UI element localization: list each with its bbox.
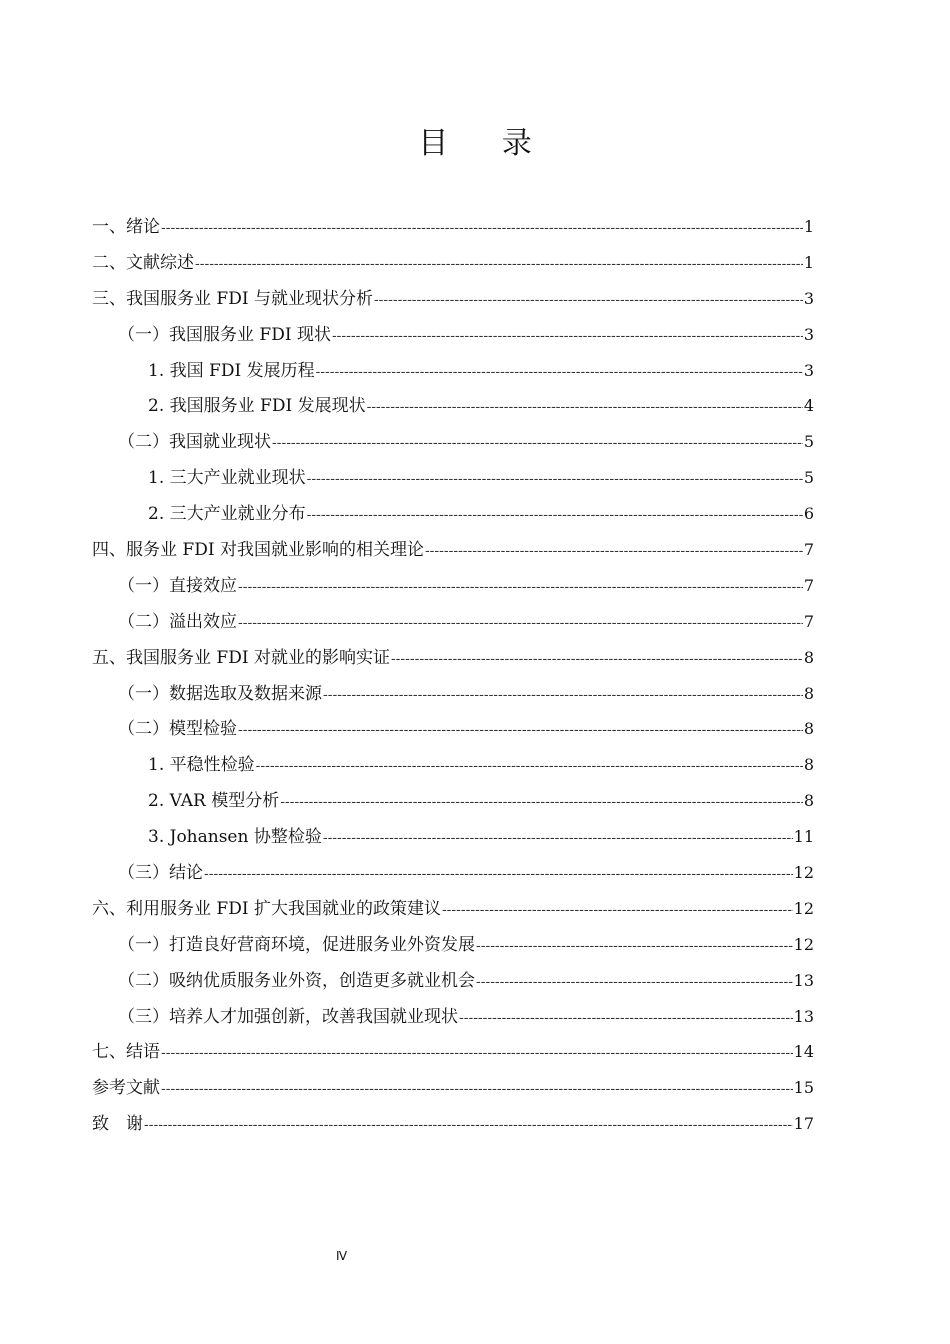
toc-entry[interactable] [92, 1037, 814, 1073]
toc-entry[interactable] [92, 212, 814, 248]
toc-dot-leader [332, 328, 803, 344]
toc-entry[interactable] [92, 966, 814, 1002]
toc-entry-page: 3 [803, 324, 814, 344]
toc-dot-leader [323, 830, 793, 846]
toc-dot-leader [161, 1081, 793, 1097]
page-title: 目 录 [418, 126, 554, 161]
toc-entry-page: 8 [803, 791, 814, 811]
toc-dot-leader [374, 292, 803, 308]
toc-entry[interactable] [92, 356, 814, 392]
toc-entry-page: 5 [803, 468, 814, 488]
toc-entry[interactable] [92, 607, 814, 643]
toc-entry[interactable] [92, 1109, 814, 1145]
toc-entry-page: 8 [803, 647, 814, 667]
toc-entry-page: 15 [793, 1078, 814, 1098]
toc-entry-title: 致 谢 [92, 1114, 143, 1135]
toc-entry-page: 3 [803, 360, 814, 380]
toc-entry-page: 7 [803, 540, 814, 560]
toc-entry-title: （二）我国就业现状 [118, 432, 271, 453]
toc-entry[interactable] [92, 535, 814, 571]
page-number: Ⅳ [336, 1249, 348, 1263]
toc-entry-title: 2. 三大产业就业分布 [148, 504, 306, 525]
toc-entry[interactable] [92, 930, 814, 966]
toc-entry[interactable] [92, 679, 814, 715]
toc-entry-page: 3 [803, 288, 814, 308]
toc-entry-title: （一）我国服务业 FDI 现状 [118, 324, 331, 345]
toc-entry-page: 11 [793, 827, 814, 847]
toc-dot-leader [144, 1117, 793, 1133]
toc-entry-title: 1. 平稳性检验 [148, 755, 255, 776]
toc-dot-leader [316, 364, 803, 380]
toc-entry-title: 参考文献 [92, 1078, 160, 1099]
toc-entry-title: （二）吸纳优质服务业外资，创造更多就业机会 [118, 970, 475, 991]
toc-entry-title: 1. 三大产业就业现状 [148, 468, 306, 489]
toc-entry-title: （一）打造良好营商环境，促进服务业外资发展 [118, 934, 475, 955]
table-of-contents [92, 212, 814, 1145]
toc-entry[interactable] [92, 571, 814, 607]
toc-entry-page: 8 [803, 755, 814, 775]
toc-dot-leader [367, 399, 803, 415]
toc-entry-title: 2. VAR 模型分析 [148, 791, 280, 812]
toc-entry-title: （二）溢出效应 [118, 611, 237, 632]
toc-entry-title: 三、我国服务业 FDI 与就业现状分析 [92, 288, 373, 309]
toc-entry[interactable] [92, 320, 814, 356]
toc-entry-title: 二、文献综述 [92, 252, 194, 273]
toc-dot-leader [161, 220, 803, 236]
toc-dot-leader [459, 1010, 793, 1026]
toc-entry-page: 1 [803, 217, 814, 236]
toc-entry[interactable] [92, 858, 814, 894]
toc-dot-leader [238, 722, 803, 738]
toc-dot-leader [256, 758, 803, 774]
toc-entry-title: （三）结论 [118, 863, 203, 884]
toc-entry-title: （一）直接效应 [118, 575, 237, 596]
toc-entry-page: 6 [803, 504, 814, 524]
toc-entry-page: 13 [793, 970, 814, 990]
toc-entry-page: 8 [803, 719, 814, 739]
toc-dot-leader [476, 938, 793, 954]
toc-entry-title: 六、利用服务业 FDI 扩大我国就业的政策建议 [92, 898, 441, 919]
toc-dot-leader [476, 974, 793, 990]
toc-entry-title: （三）培养人才加强创新，改善我国就业现状 [118, 1006, 458, 1027]
toc-entry-title: （二）模型检验 [118, 719, 237, 740]
toc-dot-leader [307, 507, 803, 523]
toc-dot-leader [425, 543, 803, 559]
toc-entry[interactable] [92, 894, 814, 930]
toc-entry-page: 4 [803, 396, 814, 416]
toc-dot-leader [161, 1045, 793, 1061]
toc-entry[interactable] [92, 786, 814, 822]
toc-entry-page: 13 [793, 1006, 814, 1026]
toc-dot-leader [307, 471, 803, 487]
toc-entry-title: 四、服务业 FDI 对我国就业影响的相关理论 [92, 540, 424, 561]
toc-entry[interactable] [92, 391, 814, 427]
toc-entry[interactable] [92, 463, 814, 499]
toc-entry-title: 2. 我国服务业 FDI 发展现状 [148, 396, 366, 417]
toc-dot-leader [391, 651, 803, 667]
toc-entry-page: 7 [803, 611, 814, 631]
toc-dot-leader [272, 435, 803, 451]
toc-entry-title: 一、绪论 [92, 217, 160, 237]
toc-entry[interactable] [92, 499, 814, 535]
toc-entry-page: 12 [793, 898, 814, 918]
toc-dot-leader [280, 794, 803, 810]
toc-dot-leader [323, 687, 803, 703]
toc-entry[interactable] [92, 1002, 814, 1038]
toc-entry[interactable] [92, 1073, 814, 1109]
toc-entry[interactable] [92, 427, 814, 463]
toc-entry[interactable] [92, 248, 814, 284]
toc-entry[interactable] [92, 714, 814, 750]
toc-entry-page: 5 [803, 432, 814, 452]
toc-entry-page: 12 [793, 863, 814, 883]
toc-entry-title: 3. Johansen 协整检验 [148, 827, 322, 848]
toc-entry-page: 14 [793, 1042, 814, 1062]
toc-dot-leader [442, 902, 793, 918]
toc-entry[interactable] [92, 822, 814, 858]
toc-entry[interactable] [92, 284, 814, 320]
toc-dot-leader [238, 615, 803, 631]
toc-entry-title: 1. 我国 FDI 发展历程 [148, 360, 315, 381]
toc-entry-page: 17 [793, 1114, 814, 1134]
toc-entry-page: 12 [793, 934, 814, 954]
toc-entry[interactable] [92, 750, 814, 786]
toc-entry-title: 五、我国服务业 FDI 对就业的影响实证 [92, 647, 390, 668]
toc-dot-leader [204, 866, 793, 882]
toc-entry-title: （一）数据选取及数据来源 [118, 683, 322, 704]
toc-entry-page: 1 [803, 252, 814, 272]
toc-entry[interactable] [92, 643, 814, 679]
toc-entry-page: 7 [803, 575, 814, 595]
toc-entry-page: 8 [803, 683, 814, 703]
toc-dot-leader [195, 256, 803, 272]
toc-dot-leader [238, 579, 803, 595]
toc-entry-title: 七、结语 [92, 1042, 160, 1063]
